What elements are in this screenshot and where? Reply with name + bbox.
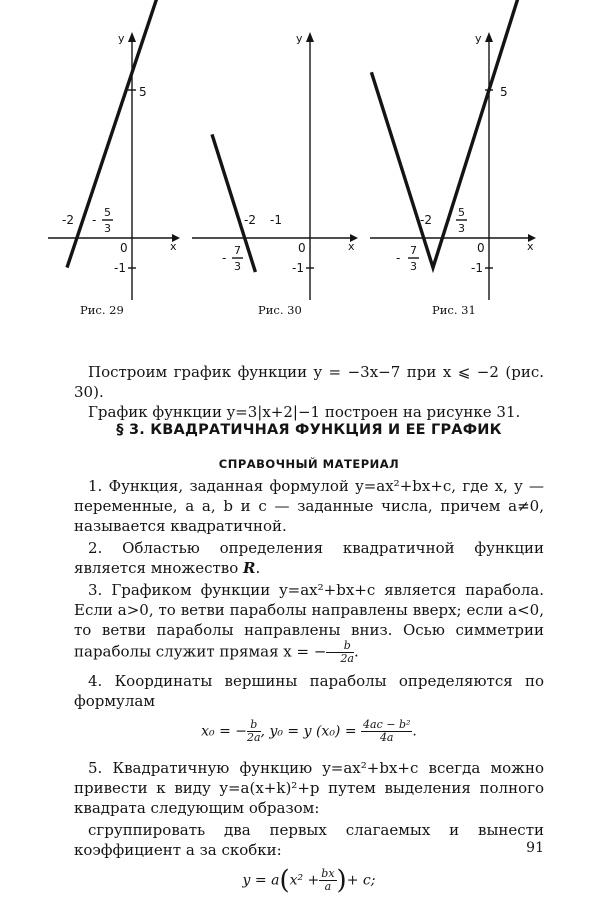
item-3-fraction	[326, 640, 354, 665]
fig31-v-graph	[371, 0, 528, 268]
figure-31	[370, 0, 536, 317]
item-3	[74, 580, 544, 665]
fig29-origin: 0	[120, 241, 128, 255]
fig30-frac-den: 3	[234, 260, 241, 273]
fig30-x-label: x	[348, 240, 355, 253]
fig30-label-neg1: -1	[270, 213, 282, 227]
fig30-frac-minus: -	[222, 251, 227, 265]
fig30-frac-num: 7	[234, 244, 241, 257]
section-heading: § 3. КВАДРАТИЧНАЯ ФУНКЦИЯ И ЕЕ ГРАФИК	[116, 422, 502, 438]
figures-strip	[0, 0, 602, 340]
fig30-label-y-neg1: -1	[292, 261, 304, 275]
fig29-label-neg1: -1	[114, 261, 126, 275]
item-2-end: .	[255, 559, 261, 577]
item-3-den: 2a	[340, 652, 354, 665]
item-4-formula	[74, 719, 544, 744]
body-text	[74, 362, 544, 422]
fig31-frac1-num: 5	[458, 206, 465, 219]
fig31-label-5: 5	[500, 85, 508, 99]
item-2	[74, 538, 544, 578]
fig31-y-arrow	[485, 32, 493, 42]
item-4-f2-frac	[361, 719, 412, 744]
subheading: СПРАВОЧНЫЙ МАТЕРИАЛ	[218, 457, 400, 471]
fig31-frac2-den: 3	[410, 260, 417, 273]
fig30-y-arrow	[306, 32, 314, 42]
final-formula	[74, 865, 544, 896]
fig29-label-neg2: -2	[62, 213, 74, 227]
fig31-x-label: x	[527, 240, 534, 253]
fig31-origin: 0	[477, 241, 485, 255]
final-formula-num: bx	[321, 867, 335, 880]
item-2-R: R	[243, 559, 256, 577]
paragraph-graph-30: Построим график функции y = −3x−7 при x ⩽ −2 (рис. 30).	[74, 363, 544, 401]
page-number: 91	[526, 840, 544, 856]
item-4-f1-a: x₀ = −	[201, 723, 247, 740]
fig31-label-neg1: -1	[471, 261, 483, 275]
figure-30	[192, 32, 358, 317]
fig31-frac2-num: 7	[410, 244, 417, 257]
fig29-y-label: y	[118, 32, 125, 45]
final-formula-b: x² +	[289, 872, 320, 889]
item-4-f1-b: , y₀ = y (x₀) =	[260, 723, 357, 740]
fig31-caption: Рис. 31	[432, 303, 476, 317]
item-4: 4. Координаты вершины параболы определяются по формулам	[74, 672, 544, 710]
subheading-block	[74, 454, 544, 474]
final-formula-frac	[319, 868, 336, 893]
fig31-frac1-minus: -	[446, 213, 451, 227]
fig29-x-label: x	[170, 240, 177, 253]
final-formula-den: a	[324, 880, 332, 893]
paragraph-graph-31: График функции y=3|x+2|−1 построен на рисунке 31.	[88, 403, 521, 421]
fig31-frac1-den: 3	[458, 222, 465, 235]
fig29-frac-num: 5	[104, 206, 111, 219]
item-2-text: 2. Областью определения квадратичной функции является множество	[74, 539, 544, 577]
item-3-num: b	[326, 640, 354, 653]
item-1: 1. Функция, заданная формулой y=ax²+bx+c, где x, y — переменные, а a, b и c — заданные числа, причем a≠0, называется квадратичной.	[74, 477, 544, 535]
fig30-y-label: y	[296, 32, 303, 45]
fig31-frac2-minus: -	[396, 251, 401, 265]
item-5: 5. Квадратичную функцию y=ax²+bx+c всегда можно привести к виду y=a(x+k)²+p путем выделения полного квадрата следующим образом:	[74, 759, 544, 817]
item-4-f2-num: 4ac − b²	[363, 718, 411, 731]
reference-material	[74, 476, 544, 896]
fig29-frac-den: 3	[104, 222, 111, 235]
fig31-label-neg2: -2	[420, 213, 432, 227]
fig29-label-5: 5	[139, 85, 147, 99]
final-formula-paren-close: )	[336, 865, 347, 896]
section-block	[74, 420, 544, 440]
fig29-caption: Рис. 29	[80, 303, 124, 317]
item-4-f1-frac	[247, 719, 261, 744]
item-5-continued: сгруппировать два первых слагаемых и вынести коэффициент a за скобки:	[74, 821, 544, 859]
item-4-f2-den: 4a	[379, 731, 394, 744]
fig30-origin: 0	[298, 241, 306, 255]
fig31-y-label: y	[475, 32, 482, 45]
final-formula-a: y = a	[242, 872, 280, 889]
item-4-f1-den: 2a	[246, 731, 261, 744]
figure-29	[48, 0, 180, 317]
item-4-f1-num: b	[247, 719, 261, 732]
fig30-label-neg2: -2	[244, 213, 256, 227]
item-3-end: .	[354, 642, 359, 661]
item-3-text: 3. Графиком функции y=ax²+bx+c является парабола. Если a>0, то ветви параболы направлены вверх; если a<0, то ветви параболы направлены вниз. Осью симметрии параболы служит прямая x = −	[74, 581, 544, 661]
item-4-f2-b: .	[412, 723, 417, 740]
fig29-y-arrow	[128, 32, 136, 42]
final-formula-paren-open: (	[279, 865, 290, 896]
fig30-caption: Рис. 30	[258, 303, 302, 317]
final-formula-c: + c;	[346, 872, 376, 889]
fig29-frac-minus: -	[92, 213, 97, 227]
